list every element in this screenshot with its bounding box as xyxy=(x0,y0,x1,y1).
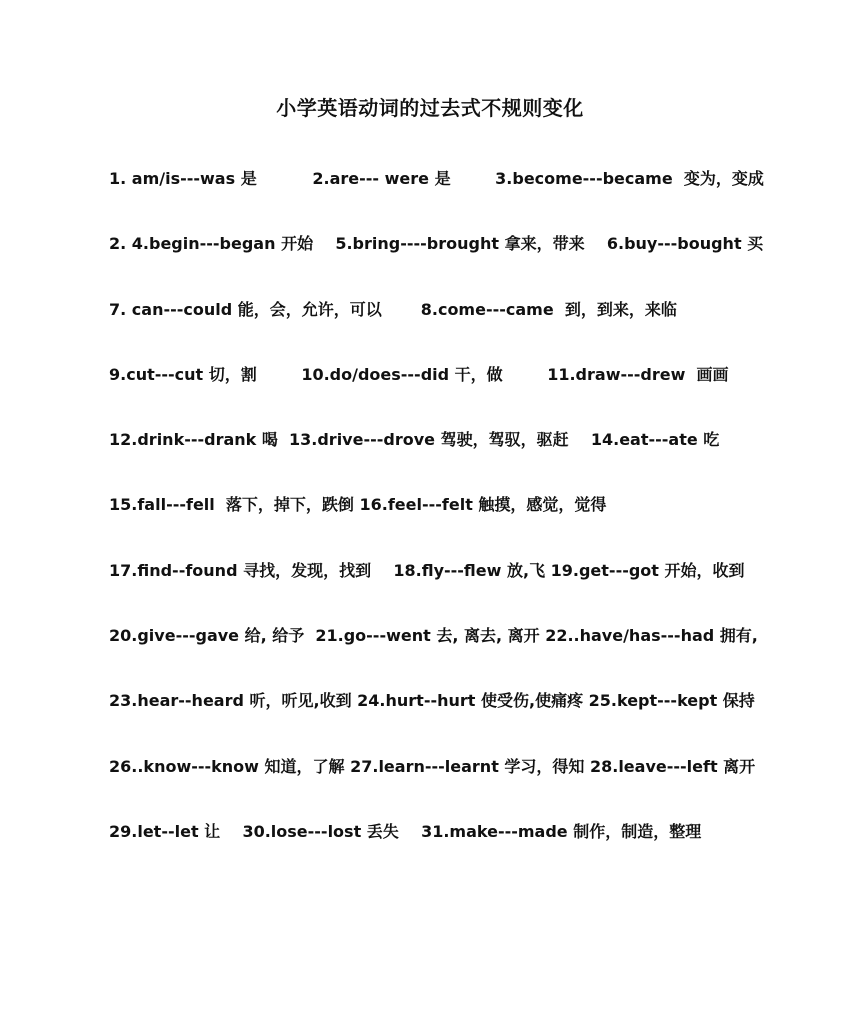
verb-line: 15.fall---fell 落下，掉下，跌倒 16.feel---felt 触摸，感觉，觉得 xyxy=(109,495,607,515)
verb-line: 17.find--found 寻找，发现，找到 18.fly---flew 放,飞 19.get---got 开始，收到 xyxy=(109,560,745,580)
verb-line: 23.hear--heard 听，听见,收到 24.hurt--hurt 使受伤,使痛疼 25.kept---kept 保持 xyxy=(109,691,755,711)
verb-line: 1. am/is---was 是 2.are--- were 是 3.become---became 变为，变成 xyxy=(109,169,764,188)
verb-line: 26..know---know 知道，了解 27.learn---learnt 学习，得知 28.leave---left 离开 xyxy=(109,756,756,776)
verb-line: 7. can---could 能，会，允许，可以 8.come---came 到，到来，来临 xyxy=(109,299,677,319)
verb-line: 29.let--let 让 30.lose---lost 丢失 31.make---made 制作，制造，整理 xyxy=(109,821,702,841)
verb-line: 2. 4.begin---began 开始 5.bring----brought 拿来，带来 6.buy---bought 买 xyxy=(109,234,764,254)
verb-line: 9.cut---cut 切，割 10.do/does---did 干，做 11.draw---drew 画画 xyxy=(109,364,729,384)
verb-line: 12.drink---drank 喝 13.drive---drove 驾驶，驾驭，驱赶 14.eat---ate 吃 xyxy=(109,430,720,450)
verb-line: 20.give---gave 给, 给予 21.go---went 去, 离去, 离开 22..have/has---had 拥有, xyxy=(109,626,758,646)
verb-list xyxy=(109,166,769,884)
document-title: 小学英语动词的过去式不规则变化 xyxy=(276,96,584,120)
